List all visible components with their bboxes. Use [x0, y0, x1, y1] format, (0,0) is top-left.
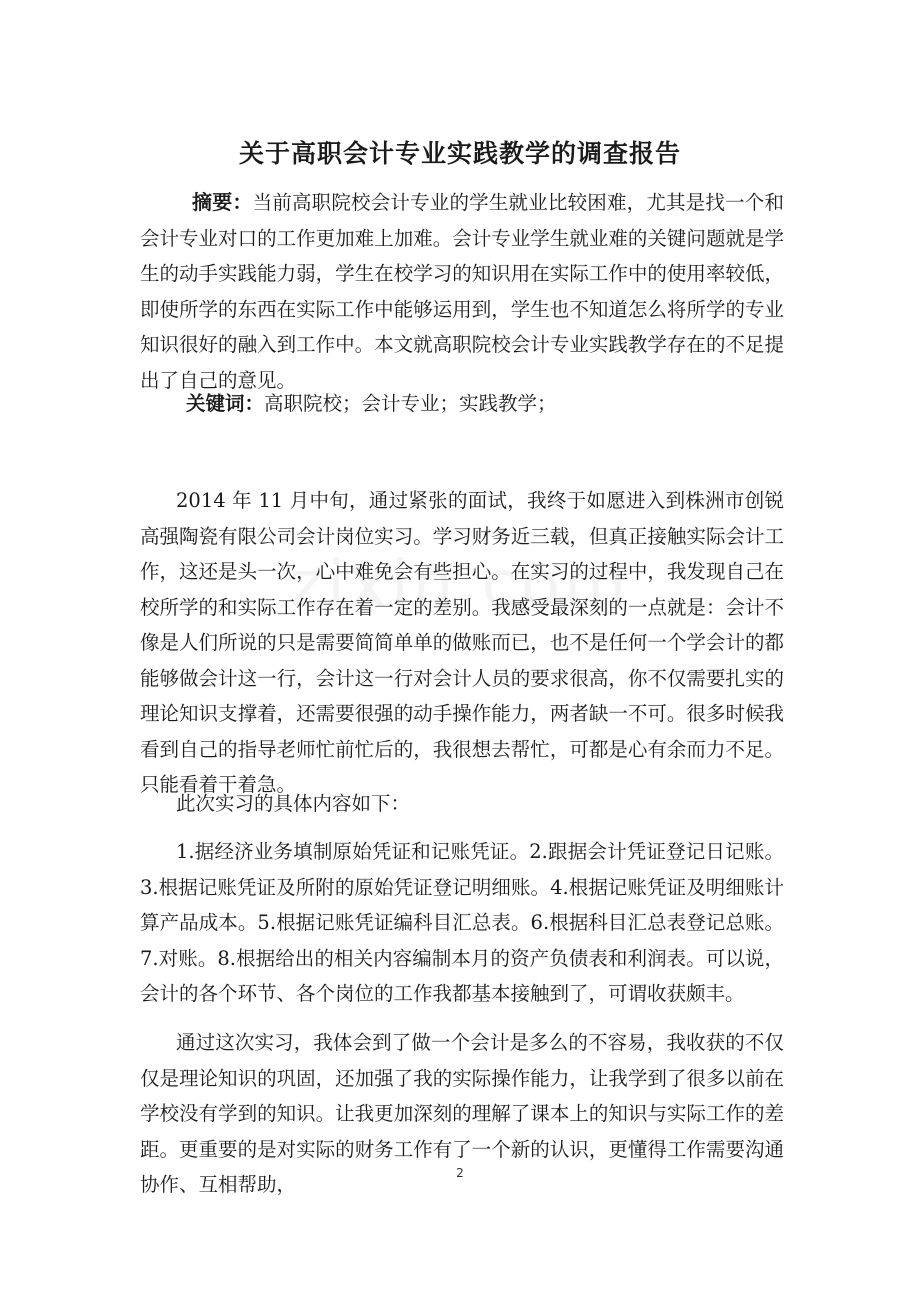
body-paragraph-3: 1.据经济业务填制原始凭证和记账凭证。2.跟据会计凭证登记日记账。3.根据记账凭证及所附的原始凭证登记明细账。4.根据记账凭证及明细账计算产品成本。5.根据记账凭证编科目汇总表。6.根据科目汇总表登记总账。7.对账。8.根据给出的相关内容编制本月的资产负债表和利润表。可以说，会计的各个环节、各个岗位的工作我都基本接触到了，可谓收获颇丰。	[140, 840, 784, 1005]
abstract-label: 摘要：	[192, 190, 253, 214]
page-number: 2	[456, 1166, 464, 1180]
body-paragraph-4: 通过这次实习，我体会到了做一个会计是多么的不容易，我收获的不仅仅是理论知识的巩固，还加强了我的实际操作能力，让我学到了很多以前在学校没有学到的知识。让我更加深刻的理解了课本上的知识与实际工作的差距。更重要的是对实际的财务工作有了一个新的认识，更懂得工作需要沟通协作、互相帮助，	[140, 1031, 784, 1196]
keywords-label: 关键词：	[186, 392, 265, 415]
keywords-line	[140, 386, 784, 422]
body-paragraph-1: 2014 年 11 月中旬，通过紧张的面试，我终于如愿进入到株洲市创锐高强陶瓷有限公司会计岗位实习。学习财务近三载，但真正接触实际会计工作，这还是头一次，心中难免会有些担心。在实习的过程中，我发现自己在校所学的和实际工作存在着一定的差别。我感受最深刻的一点就是：会计不像是人们所说的只是需要简简单单的做账而已，也不是任何一个学会计的都能够做会计这一行，会计这一行对会计人员的要求很高，你不仅需要扎实的理论知识支撑着，还需要很强的动手操作能力，两者缺一不可。很多时候我看到自己的指导老师忙前忙后的，我很想去帮忙，可都是心有余而力不足。只能看着干着急。	[140, 489, 784, 796]
keywords-text: 高职院校；会计专业；实践教学；	[264, 392, 557, 415]
document-title: 关于高职会计专业实践教学的调查报告	[238, 139, 681, 168]
abstract-paragraph	[140, 185, 784, 398]
abstract-text: 当前高职院校会计专业的学生就业比较困难，尤其是找一个和会计专业对口的工作更加难上加难。会计专业学生就业难的关键问题就是学生的动手实践能力弱，学生在校学习的知识用在实际工作中的使用率较低，即使所学的东西在实际工作中能够运用到，学生也不知道怎么将所学的专业知识很好的融入到工作中。本文就高职院校会计专业实践教学存在的不足提出了自己的意见。	[140, 191, 784, 392]
body-paragraph-2: 此次实习的具体内容如下：	[176, 792, 411, 815]
